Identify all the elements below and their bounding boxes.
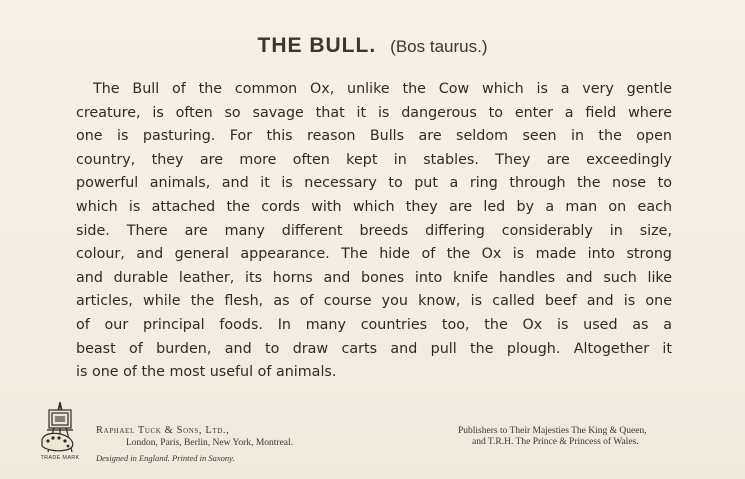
heading [0,34,745,58]
description-paragraph [76,78,672,385]
text-line: and durable leather, its horns and bones into knife handles and such like [76,269,672,286]
warrant-line-2: and T.R.H. The Prince & Princess of Wales. [472,437,639,447]
publisher-imprint [96,425,293,464]
text-line: powerful animals, and it is necessary to put a ring through the nose to [76,175,672,192]
text-line: articles, while the flesh, as of course you know, is called beef and is one [76,293,672,310]
text-line: is one of the most useful of animals. [76,364,337,381]
text-line: beast of burden, and to draw carts and pull the plough. Altogether it [76,340,672,357]
company-cities: London, Paris, Berlin, New York, Montreal. [126,438,294,448]
trade-mark-label: TRADE MARK [40,455,80,461]
print-note: Designed in England. Printed in Saxony. [96,453,235,463]
text-line: which is attached the cords with which they are led by a man on each [76,198,672,215]
text-line: side. There are many different breeds differing considerably in size, [76,222,672,239]
easel-palette-trademark-icon [36,396,84,456]
publisher-logo [36,396,84,464]
text-line: colour, and general appearance. The hide of the Ox is made into strong [76,246,672,263]
company-name: Raphael Tuck & Sons, Ltd., [96,425,230,436]
text-line: The Bull of the common Ox, unlike the Cow which is a very gentle [93,81,672,97]
text-line: creature, is often so savage that it is dangerous to enter a field where [76,104,672,121]
page-title: THE BULL. [257,34,377,57]
text-line: one is pasturing. For this reason Bulls are seldom seen in the open [76,128,672,145]
text-line: country, they are more often kept in stables. They are exceedingly [76,151,672,168]
text-line: of our principal foods. In many countries too, the Ox is used as a [76,316,672,333]
scientific-name: (Bos taurus.) [390,37,488,56]
warrant-line-1: Publishers to Their Majesties The King & Queen, [458,426,647,436]
royal-warrant [458,426,647,448]
